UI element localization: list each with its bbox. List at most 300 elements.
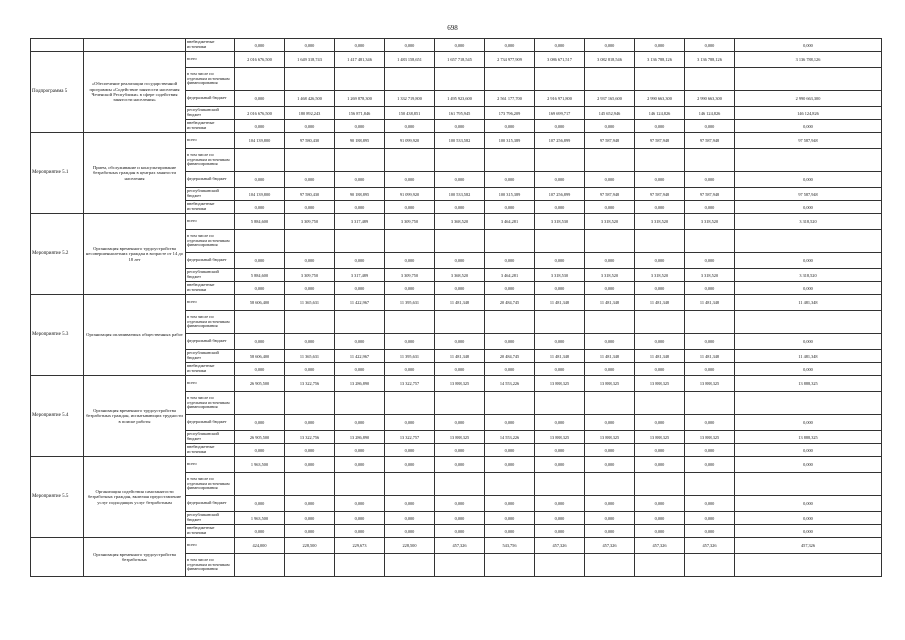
amount-cell: 97 580,430 <box>285 188 335 201</box>
amount-cell: 97 587,948 <box>735 188 882 201</box>
amount-cell <box>385 149 435 172</box>
amount-cell <box>535 68 585 91</box>
amount-cell: 146 124,826 <box>685 107 735 120</box>
amount-cell <box>385 68 435 91</box>
amount-cell: 0,000 <box>585 363 635 376</box>
amount-cell: 0,000 <box>335 415 385 431</box>
amount-cell: 543,756 <box>485 538 535 554</box>
amount-cell: 11 365,631 <box>285 295 335 311</box>
amount-cell: 424,000 <box>235 538 285 554</box>
amount-cell: 0,000 <box>235 525 285 538</box>
amount-cell <box>435 554 485 577</box>
program-item-cell: Мероприятие 5.5 <box>31 457 84 538</box>
amount-cell: 0,000 <box>635 457 685 473</box>
amount-cell: 0,000 <box>485 282 535 295</box>
amount-cell: 104 139,800 <box>235 133 285 149</box>
amount-cell: 91 099,920 <box>385 188 435 201</box>
amount-cell <box>485 68 535 91</box>
table-row <box>31 376 882 392</box>
table-row <box>31 457 882 473</box>
amount-cell: 169 699,717 <box>535 107 585 120</box>
amount-cell <box>635 392 685 415</box>
amount-cell <box>385 230 435 253</box>
amount-cell: 457,326 <box>735 538 882 554</box>
amount-cell: 0,000 <box>685 334 735 350</box>
amount-cell: 0,000 <box>435 201 485 214</box>
amount-cell: 3 464,281 <box>485 269 535 282</box>
amount-cell: 1 332 719,800 <box>385 91 435 107</box>
amount-cell <box>585 554 635 577</box>
amount-cell <box>635 473 685 496</box>
page-number: 698 <box>447 24 458 32</box>
amount-cell: 0,000 <box>335 334 385 350</box>
amount-cell: 0,000 <box>735 201 882 214</box>
table-row <box>31 295 882 311</box>
amount-cell: 90 188,895 <box>335 188 385 201</box>
amount-cell: 0,000 <box>235 282 285 295</box>
amount-cell <box>235 149 285 172</box>
funding-source-cell: республиканский бюджет <box>186 431 235 444</box>
amount-cell <box>335 392 385 415</box>
amount-cell: 0,000 <box>385 282 435 295</box>
amount-cell <box>585 311 635 334</box>
amount-cell: 0,000 <box>385 363 435 376</box>
amount-cell: 0,000 <box>335 282 385 295</box>
amount-cell: 97 580,430 <box>285 133 335 149</box>
program-description-cell: Организация временного трудоустройства безработных граждан, испытывающих трудности в поиске работы <box>84 376 186 457</box>
amount-cell: 3 318,520 <box>635 269 685 282</box>
amount-cell: 0,000 <box>535 201 585 214</box>
amount-cell: 107 256,899 <box>535 133 585 149</box>
amount-cell: 2 990 663,300 <box>685 91 735 107</box>
amount-cell: 0,000 <box>585 496 635 512</box>
amount-cell: 11 481,348 <box>685 350 735 363</box>
funding-source-cell: внебюджетные источники <box>186 39 235 52</box>
amount-cell: 97 587,948 <box>685 188 735 201</box>
amount-cell: 0,000 <box>635 120 685 133</box>
amount-cell: 0,000 <box>635 496 685 512</box>
funding-source-cell: внебюджетные источники <box>186 120 235 133</box>
amount-cell: 0,000 <box>435 415 485 431</box>
amount-cell: 0,000 <box>385 525 435 538</box>
amount-cell: 0,000 <box>335 444 385 457</box>
amount-cell: 0,000 <box>285 39 335 52</box>
amount-cell: 11 481,348 <box>435 295 485 311</box>
amount-cell: 0,000 <box>235 39 285 52</box>
funding-source-cell: внебюджетные источники <box>186 444 235 457</box>
amount-cell <box>435 311 485 334</box>
amount-cell: 0,000 <box>585 39 635 52</box>
funding-source-cell: всего <box>186 457 235 473</box>
amount-cell: 3 136 788,126 <box>685 52 735 68</box>
program-item-cell: Мероприятие 5.1 <box>31 133 84 214</box>
program-description-cell: Организация оплачиваемых общественных работ <box>84 295 186 376</box>
funding-source-cell: в том числе по отдельным источникам финансирования <box>186 149 235 172</box>
amount-cell: 104 139,800 <box>235 188 285 201</box>
amount-cell: 3 082 818,546 <box>585 52 635 68</box>
program-item-cell <box>31 538 84 577</box>
amount-cell: 2 990 663,300 <box>735 91 882 107</box>
amount-cell: 0,000 <box>635 172 685 188</box>
amount-cell: 0,000 <box>735 120 882 133</box>
amount-cell: 0,000 <box>735 496 882 512</box>
funding-source-cell: федеральный бюджет <box>186 496 235 512</box>
amount-cell: 0,000 <box>735 525 882 538</box>
amount-cell: 0,000 <box>585 457 635 473</box>
amount-cell <box>485 149 535 172</box>
amount-cell: 11 481,348 <box>635 295 685 311</box>
amount-cell: 0,000 <box>485 201 535 214</box>
amount-cell: 0,000 <box>235 496 285 512</box>
amount-cell: 161 795,945 <box>435 107 485 120</box>
amount-cell <box>385 311 435 334</box>
amount-cell: 100 533,582 <box>435 133 485 149</box>
amount-cell <box>385 554 435 577</box>
amount-cell: 0,000 <box>385 334 435 350</box>
funding-source-cell: в том числе по отдельным источникам финансирования <box>186 392 235 415</box>
amount-cell: 3 318,530 <box>535 214 585 230</box>
amount-cell <box>485 392 535 415</box>
program-item-cell <box>31 39 84 52</box>
amount-cell: 0,000 <box>635 39 685 52</box>
amount-cell: 13 322,757 <box>385 376 435 392</box>
amount-cell: 0,000 <box>535 39 585 52</box>
funding-source-cell: федеральный бюджет <box>186 334 235 350</box>
amount-cell: 0,000 <box>335 172 385 188</box>
amount-cell: 0,000 <box>635 363 685 376</box>
amount-cell <box>585 230 635 253</box>
amount-cell: 0,000 <box>685 444 735 457</box>
amount-cell: 146 124,826 <box>735 107 882 120</box>
amount-cell: 0,000 <box>735 39 882 52</box>
amount-cell: 13 888,325 <box>435 431 485 444</box>
amount-cell: 11 422,967 <box>335 350 385 363</box>
amount-cell: 3 318,530 <box>535 269 585 282</box>
amount-cell: 0,000 <box>435 253 485 269</box>
amount-cell <box>685 473 735 496</box>
amount-cell: 0,000 <box>285 444 335 457</box>
amount-cell: 457,326 <box>585 538 635 554</box>
amount-cell: 91 099,920 <box>385 133 435 149</box>
amount-cell: 0,000 <box>385 444 435 457</box>
funding-source-cell: федеральный бюджет <box>186 172 235 188</box>
amount-cell: 0,000 <box>685 525 735 538</box>
amount-cell: 0,000 <box>285 415 335 431</box>
amount-cell: 0,000 <box>385 415 435 431</box>
amount-cell <box>235 68 285 91</box>
amount-cell: 0,000 <box>485 39 535 52</box>
amount-cell <box>285 554 335 577</box>
program-description-cell <box>84 39 186 52</box>
amount-cell: 457,326 <box>635 538 685 554</box>
amount-cell: 0,000 <box>435 120 485 133</box>
amount-cell: 58 606,400 <box>235 295 285 311</box>
amount-cell: 11 481,348 <box>435 350 485 363</box>
program-description-cell: Организация временного трудоустройства безработных <box>84 538 186 577</box>
budget-table <box>30 38 882 577</box>
amount-cell: 229,673 <box>335 538 385 554</box>
amount-cell <box>485 473 535 496</box>
amount-cell <box>285 68 335 91</box>
funding-source-cell: республиканский бюджет <box>186 188 235 201</box>
amount-cell <box>685 554 735 577</box>
amount-cell: 11 481,348 <box>735 295 882 311</box>
amount-cell: 97 587,948 <box>685 133 735 149</box>
amount-cell <box>235 392 285 415</box>
amount-cell: 0,000 <box>435 39 485 52</box>
amount-cell: 5 884,600 <box>235 269 285 282</box>
amount-cell: 3 317,489 <box>335 214 385 230</box>
amount-cell: 11 481,348 <box>735 350 882 363</box>
amount-cell: 457,326 <box>535 538 585 554</box>
amount-cell: 1 495 923,600 <box>435 91 485 107</box>
program-description-cell: Организация содействия самозанятости безработных граждан, включая предоставление услуг подходящих услуг безработным <box>84 457 186 538</box>
amount-cell: 0,000 <box>335 253 385 269</box>
amount-cell: 0,000 <box>235 201 285 214</box>
amount-cell: 13 888,325 <box>435 376 485 392</box>
amount-cell: 0,000 <box>685 201 735 214</box>
amount-cell: 0,000 <box>485 496 535 512</box>
amount-cell: 3 318,520 <box>685 269 735 282</box>
amount-cell <box>735 68 882 91</box>
amount-cell: 3 309,750 <box>285 269 335 282</box>
amount-cell: 0,000 <box>485 172 535 188</box>
amount-cell: 3 309,750 <box>285 214 335 230</box>
amount-cell: 228,500 <box>385 538 435 554</box>
amount-cell <box>585 392 635 415</box>
amount-cell <box>235 311 285 334</box>
amount-cell: 0,000 <box>385 253 435 269</box>
amount-cell: 0,000 <box>635 415 685 431</box>
amount-cell <box>335 149 385 172</box>
amount-cell: 0,000 <box>735 334 882 350</box>
amount-cell: 13 888,325 <box>635 431 685 444</box>
amount-cell: 0,000 <box>435 334 485 350</box>
amount-cell: 0,000 <box>585 172 635 188</box>
amount-cell: 2 561 177,700 <box>485 91 535 107</box>
amount-cell: 0,000 <box>385 496 435 512</box>
amount-cell: 11 481,348 <box>535 295 585 311</box>
amount-cell: 13 888,325 <box>735 431 882 444</box>
funding-source-cell: внебюджетные источники <box>186 201 235 214</box>
amount-cell: 0,000 <box>285 334 335 350</box>
amount-cell <box>685 311 735 334</box>
amount-cell: 11 422,967 <box>335 295 385 311</box>
amount-cell: 0,000 <box>685 172 735 188</box>
amount-cell: 0,000 <box>285 525 335 538</box>
amount-cell <box>685 149 735 172</box>
amount-cell <box>435 230 485 253</box>
funding-source-cell: в том числе по отдельным источникам финансирования <box>186 230 235 253</box>
amount-cell: 13 888,325 <box>585 376 635 392</box>
amount-cell: 0,000 <box>235 363 285 376</box>
amount-cell: 1 649 318,743 <box>285 52 335 68</box>
amount-cell: 228,500 <box>285 538 335 554</box>
amount-cell <box>285 392 335 415</box>
funding-source-cell: республиканский бюджет <box>186 350 235 363</box>
amount-cell <box>285 149 335 172</box>
amount-cell: 3 318,520 <box>735 214 882 230</box>
amount-cell: 0,000 <box>385 39 435 52</box>
amount-cell: 1 657 718,545 <box>435 52 485 68</box>
amount-cell <box>335 311 385 334</box>
amount-cell: 0,000 <box>535 334 585 350</box>
table-row <box>31 214 882 230</box>
amount-cell: 0,000 <box>685 512 735 525</box>
funding-source-cell: всего <box>186 538 235 554</box>
amount-cell <box>235 230 285 253</box>
program-item-cell: Мероприятие 5.4 <box>31 376 84 457</box>
amount-cell: 5 884,600 <box>235 214 285 230</box>
amount-cell: 0,000 <box>435 496 485 512</box>
amount-cell: 0,000 <box>685 282 735 295</box>
amount-cell: 0,000 <box>585 120 635 133</box>
amount-cell: 14 553,226 <box>485 431 535 444</box>
amount-cell: 0,000 <box>735 415 882 431</box>
amount-cell <box>435 149 485 172</box>
amount-cell: 11 481,348 <box>585 350 635 363</box>
amount-cell: 0,000 <box>435 457 485 473</box>
amount-cell: 0,000 <box>585 525 635 538</box>
funding-source-cell: республиканский бюджет <box>186 269 235 282</box>
program-item-cell: Мероприятие 5.2 <box>31 214 84 295</box>
amount-cell: 0,000 <box>585 415 635 431</box>
funding-source-cell: федеральный бюджет <box>186 415 235 431</box>
amount-cell: 13 888,325 <box>685 431 735 444</box>
amount-cell: 13 286,890 <box>335 376 385 392</box>
amount-cell: 0,000 <box>535 444 585 457</box>
amount-cell: 457,326 <box>435 538 485 554</box>
amount-cell: 0,000 <box>235 172 285 188</box>
amount-cell: 3 368,520 <box>435 214 485 230</box>
amount-cell: 1 483 158,651 <box>385 52 435 68</box>
amount-cell <box>235 473 285 496</box>
funding-source-cell: в том числе по отдельным источникам финансирования <box>186 473 235 496</box>
amount-cell: 0,000 <box>285 120 335 133</box>
amount-cell <box>235 554 285 577</box>
amount-cell <box>535 230 585 253</box>
amount-cell: 2 916 971,800 <box>535 91 585 107</box>
table-row <box>31 39 882 52</box>
amount-cell: 0,000 <box>585 201 635 214</box>
amount-cell: 0,000 <box>385 512 435 525</box>
amount-cell: 0,000 <box>285 172 335 188</box>
amount-cell: 0,000 <box>735 457 882 473</box>
amount-cell: 0,000 <box>735 512 882 525</box>
amount-cell: 26 905,500 <box>235 376 285 392</box>
amount-cell <box>435 68 485 91</box>
amount-cell: 145 652,946 <box>585 107 635 120</box>
amount-cell: 0,000 <box>535 120 585 133</box>
amount-cell: 0,000 <box>285 496 335 512</box>
amount-cell: 0,000 <box>385 457 435 473</box>
amount-cell <box>535 149 585 172</box>
funding-source-cell: в том числе по отдельным источникам финансирования <box>186 554 235 577</box>
amount-cell: 13 322,756 <box>285 376 335 392</box>
amount-cell: 1 468 426,500 <box>285 91 335 107</box>
amount-cell: 0,000 <box>635 444 685 457</box>
amount-cell: 0,000 <box>735 444 882 457</box>
amount-cell: 0,000 <box>635 253 685 269</box>
amount-cell: 100 315,389 <box>485 133 535 149</box>
amount-cell: 0,000 <box>335 457 385 473</box>
amount-cell <box>635 311 685 334</box>
amount-cell <box>535 392 585 415</box>
amount-cell: 11 481,348 <box>585 295 635 311</box>
amount-cell: 100 533,582 <box>435 188 485 201</box>
amount-cell: 0,000 <box>235 415 285 431</box>
program-description-cell: Прием, обслуживание и консультирование безработных граждан в центрах занятости населения <box>84 133 186 214</box>
amount-cell: 0,000 <box>735 172 882 188</box>
amount-cell <box>285 311 335 334</box>
amount-cell: 2 016 676,500 <box>235 52 285 68</box>
amount-cell: 13 888,325 <box>535 376 585 392</box>
amount-cell: 173 796,209 <box>485 107 535 120</box>
funding-source-cell: всего <box>186 376 235 392</box>
amount-cell: 0,000 <box>735 253 882 269</box>
amount-cell: 0,000 <box>335 120 385 133</box>
amount-cell: 146 124,826 <box>635 107 685 120</box>
amount-cell <box>385 473 435 496</box>
funding-source-cell: в том числе по отдельным источникам финансирования <box>186 311 235 334</box>
amount-cell: 0,000 <box>535 282 585 295</box>
program-description-cell: «Обеспечение реализации государственной программы «Содействие занятости населения Чеченской Республики» в сфере содействия занятости населения» <box>84 52 186 133</box>
table-row <box>31 133 882 149</box>
amount-cell: 0,000 <box>485 253 535 269</box>
amount-cell <box>335 68 385 91</box>
amount-cell: 3 309,750 <box>385 269 435 282</box>
amount-cell: 150 438,851 <box>385 107 435 120</box>
amount-cell <box>685 68 735 91</box>
amount-cell: 13 888,325 <box>535 431 585 444</box>
funding-source-cell: в том числе по отдельным источникам финансирования <box>186 68 235 91</box>
amount-cell <box>735 149 882 172</box>
amount-cell: 0,000 <box>685 120 735 133</box>
amount-cell: 0,000 <box>285 512 335 525</box>
amount-cell <box>585 149 635 172</box>
amount-cell: 11 395,631 <box>385 350 435 363</box>
amount-cell: 0,000 <box>285 253 335 269</box>
amount-cell: 0,000 <box>685 253 735 269</box>
amount-cell: 3 086 671,517 <box>535 52 585 68</box>
amount-cell: 0,000 <box>535 496 585 512</box>
amount-cell: 13 286,890 <box>335 431 385 444</box>
funding-source-cell: всего <box>186 52 235 68</box>
program-item-cell: Подпрограмма 5 <box>31 52 84 133</box>
amount-cell: 0,000 <box>535 525 585 538</box>
funding-source-cell: федеральный бюджет <box>186 91 235 107</box>
amount-cell <box>335 230 385 253</box>
amount-cell <box>735 473 882 496</box>
amount-cell: 457,326 <box>685 538 735 554</box>
amount-cell: 14 553,226 <box>485 376 535 392</box>
amount-cell: 1 963,500 <box>235 457 285 473</box>
amount-cell: 0,000 <box>735 363 882 376</box>
funding-source-cell: всего <box>186 133 235 149</box>
funding-source-cell: внебюджетные источники <box>186 282 235 295</box>
amount-cell: 0,000 <box>485 444 535 457</box>
amount-cell <box>635 554 685 577</box>
amount-cell: 97 587,948 <box>585 188 635 201</box>
amount-cell: 11 481,348 <box>685 295 735 311</box>
amount-cell: 0,000 <box>285 282 335 295</box>
amount-cell: 0,000 <box>235 91 285 107</box>
amount-cell: 0,000 <box>485 120 535 133</box>
amount-cell: 0,000 <box>585 334 635 350</box>
amount-cell <box>385 392 435 415</box>
amount-cell: 100 315,389 <box>485 188 535 201</box>
amount-cell: 0,000 <box>335 512 385 525</box>
